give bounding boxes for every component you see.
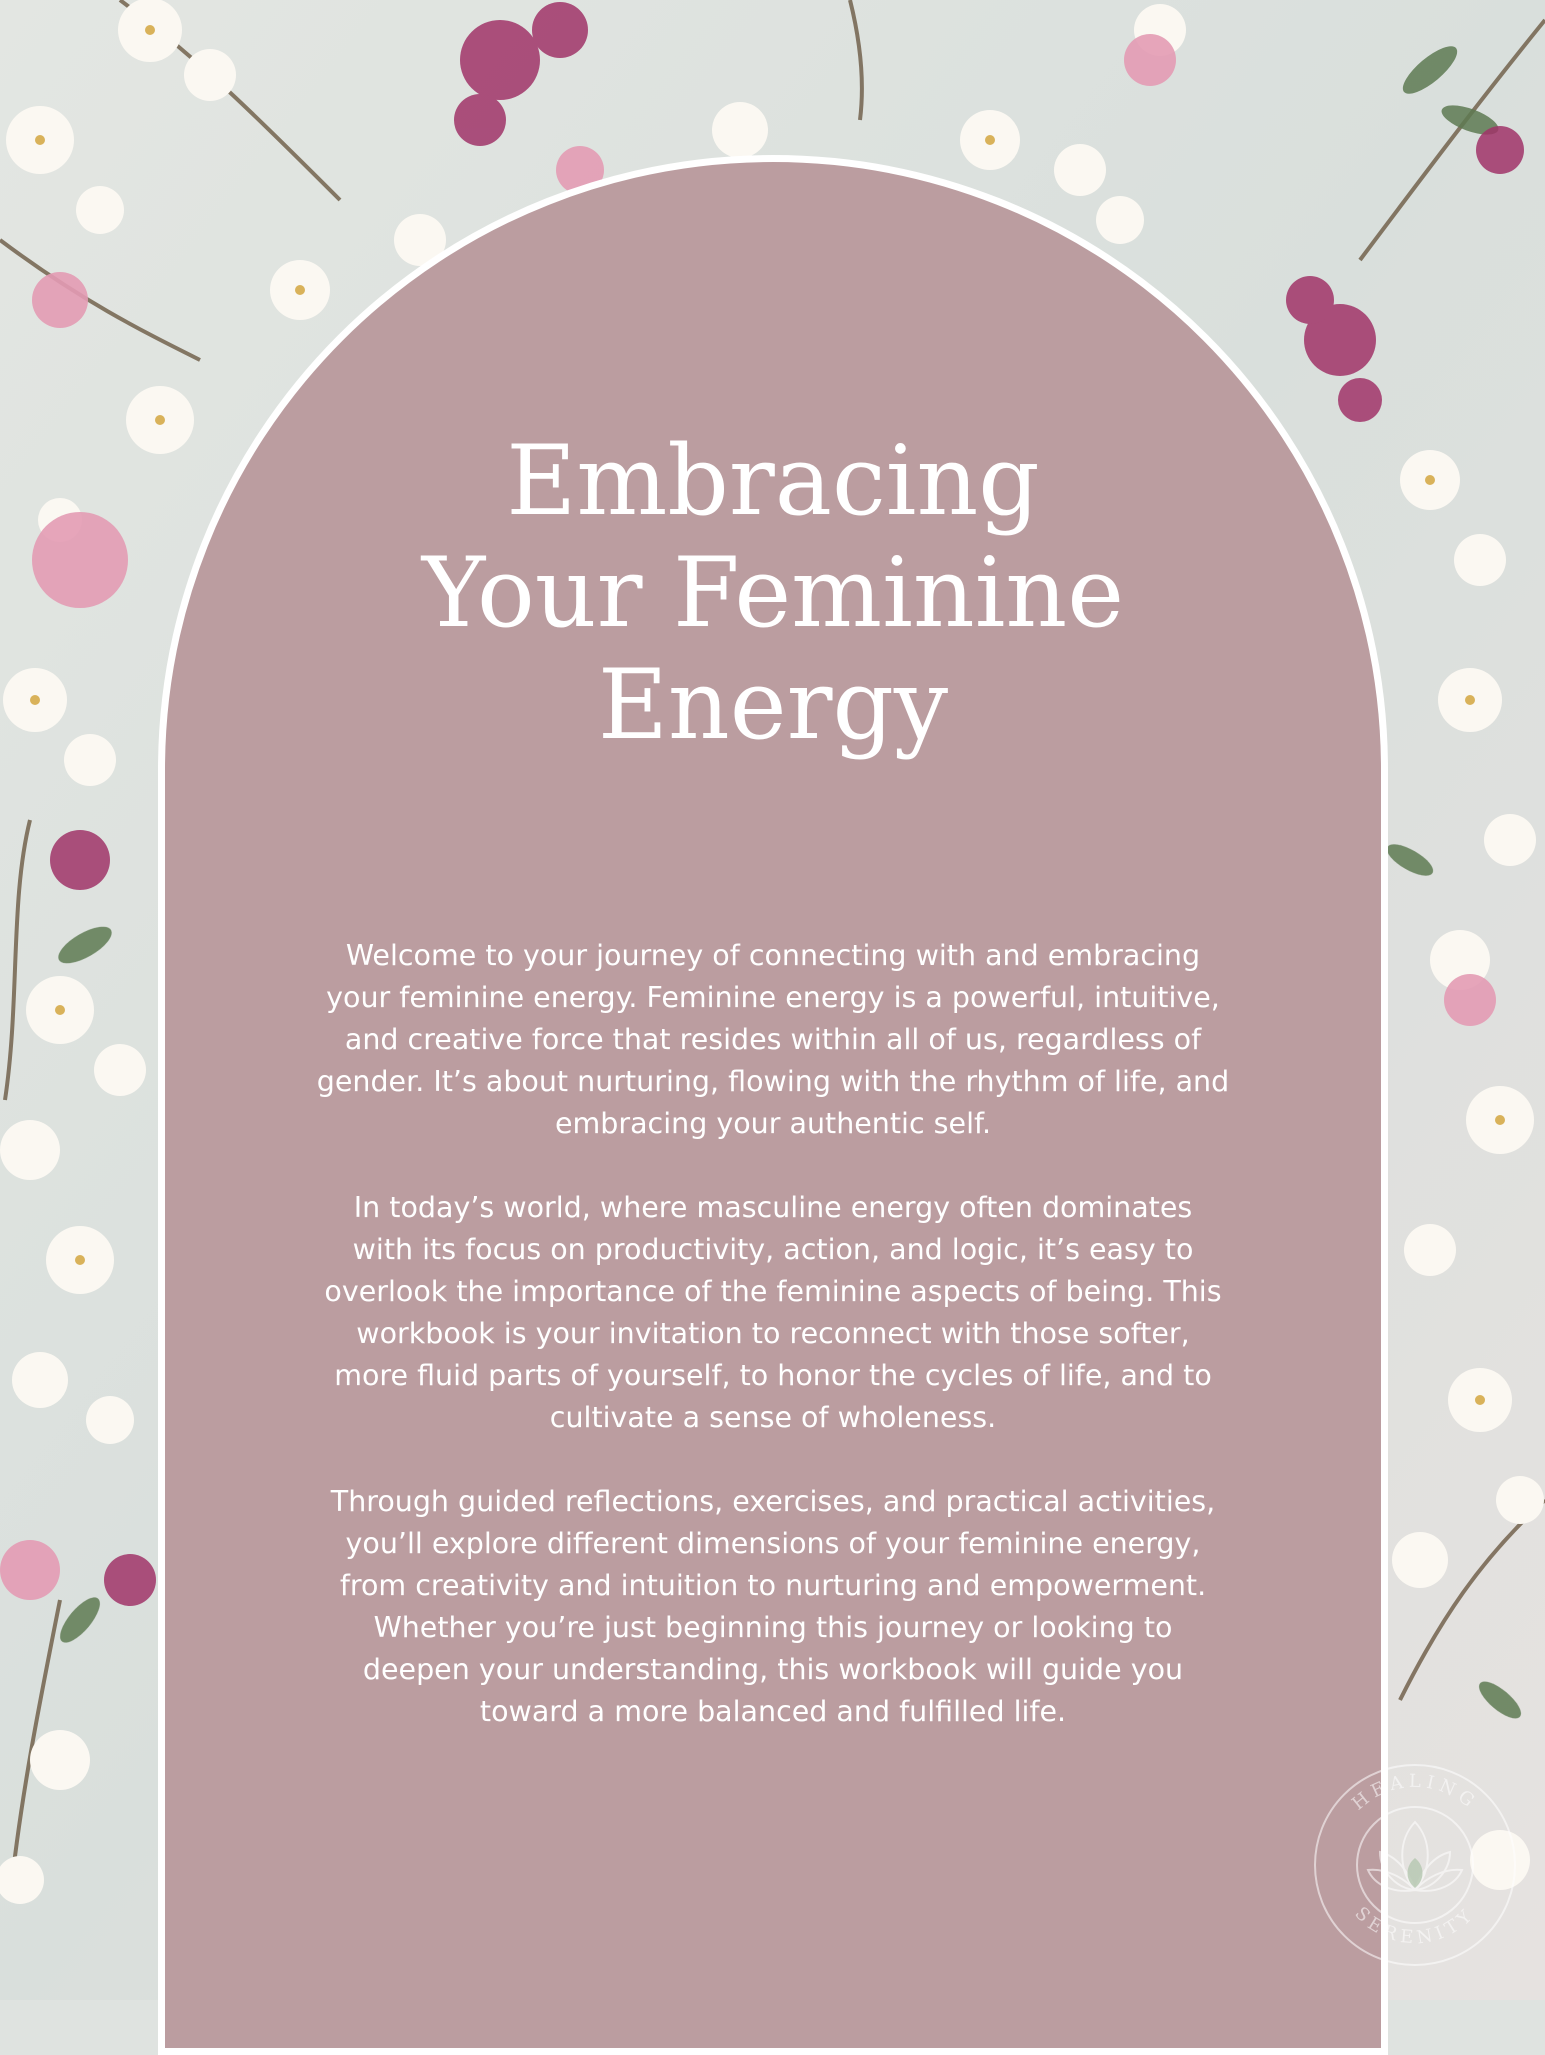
text-line: Through guided reflections, exercises, and practical activities, (330, 1485, 1216, 1518)
svg-text:SERENITY (1350, 1903, 1479, 1949)
intro-text (290, 935, 1256, 1775)
healing-serenity-logo (1310, 1760, 1520, 1970)
text-line: Welcome to your journey of connecting with and embracing (345, 939, 1201, 972)
logo-bottom-text: SERENITY (1350, 1902, 1480, 1949)
text-line: from creativity and intuition to nurturing and empowerment. (339, 1569, 1207, 1602)
text-line: workbook is your invitation to reconnect with those softer, (356, 1317, 1190, 1350)
title-line: Your Feminine (421, 537, 1125, 649)
text-line: deepen your understanding, this workbook will guide you (362, 1653, 1184, 1686)
text-line: toward a more balanced and fulfilled life. (479, 1695, 1067, 1728)
page-title (158, 425, 1388, 761)
text-line: gender. It’s about nurturing, flowing with the rhythm of life, and (316, 1065, 1230, 1098)
text-line: In today’s world, where masculine energy often dominates (353, 1191, 1193, 1224)
title-line: Embracing (506, 425, 1040, 537)
text-line: you’ll explore different dimensions of your feminine energy, (345, 1527, 1201, 1560)
logo-top-text: HEALING (1348, 1770, 1482, 1815)
text-line: embracing your authentic self. (554, 1107, 992, 1140)
intro-paragraph-2 (290, 1187, 1256, 1439)
text-line: cultivate a sense of wholeness. (549, 1401, 997, 1434)
text-line: your feminine energy. Feminine energy is a powerful, intuitive, (326, 981, 1220, 1014)
title-line: Energy (597, 649, 949, 761)
text-line: with its focus on productivity, action, and logic, it’s easy to (352, 1233, 1194, 1266)
text-line: overlook the importance of the feminine aspects of being. This (324, 1275, 1222, 1308)
text-line: and creative force that resides within all of us, regardless of (344, 1023, 1202, 1056)
text-line: more fluid parts of yourself, to honor the cycles of life, and to (334, 1359, 1212, 1392)
text-line: Whether you’re just beginning this journey or looking to (373, 1611, 1173, 1644)
intro-paragraph-1 (290, 935, 1256, 1145)
intro-paragraph-3 (290, 1481, 1256, 1733)
